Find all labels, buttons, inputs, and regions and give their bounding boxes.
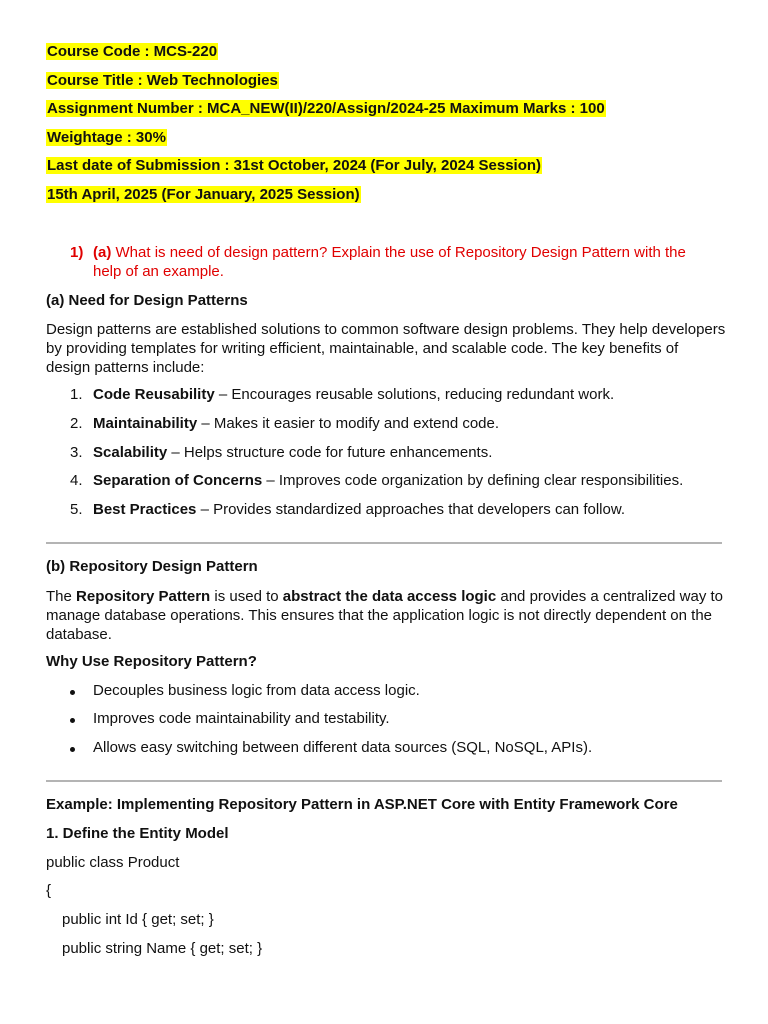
question-text-line2: help of an example. [93, 263, 224, 280]
section-a-intro: Design patterns are established solutions to common software design problems. They help developers by providing templates for writing efficient, maintainable, and scalable code. The key benefits of design patterns include: [46, 321, 726, 376]
list-item-number: 1. [70, 386, 83, 403]
list-item: Decouples business logic from data access logic. [93, 682, 420, 699]
divider [46, 780, 722, 782]
step1-heading: 1. Define the Entity Model [46, 825, 229, 842]
why-heading: Why Use Repository Pattern? [46, 653, 257, 670]
question-number: 1) [70, 244, 84, 261]
assignment-number: Assignment Number : MCA_NEW(II)/220/Assign/2024-25 Maximum Marks : 100 [47, 100, 605, 117]
code-line: public class Product [46, 854, 180, 871]
list-item: Improves code maintainability and testability. [93, 710, 390, 727]
divider [46, 542, 722, 544]
course-code: Course Code : MCS-220 [47, 43, 218, 60]
list-item: Best Practices – Provides standardized approaches that developers can follow. [93, 501, 626, 518]
list-item: Separation of Concerns – Improves code organization by defining clear responsibilities. [93, 472, 684, 489]
question-text-line1: (a) What is need of design pattern? Explain the use of Repository Design Pattern with the [93, 244, 686, 261]
last-date-2: 15th April, 2025 (For January, 2025 Session) [47, 186, 360, 203]
course-title: Course Title : Web Technologies [47, 72, 278, 89]
bullet [70, 747, 75, 752]
example-heading: Example: Implementing Repository Pattern in ASP.NET Core with Entity Framework Core [46, 796, 678, 813]
section-a-heading: (a) Need for Design Patterns [46, 292, 248, 309]
list-item-number: 3. [70, 444, 83, 461]
code-line: { [46, 882, 52, 899]
weightage: Weightage : 30% [47, 129, 166, 146]
bullet [70, 690, 75, 695]
section-b-heading: (b) Repository Design Pattern [46, 558, 258, 575]
list-item: Scalability – Helps structure code for future enhancements. [93, 444, 493, 461]
list-item-number: 5. [70, 501, 83, 518]
list-item: Allows easy switching between different data sources (SQL, NoSQL, APIs). [93, 739, 593, 756]
bullet [70, 718, 75, 723]
list-item-number: 2. [70, 415, 83, 432]
code-line: public string Name { get; set; } [62, 940, 263, 957]
list-item-number: 4. [70, 472, 83, 489]
last-date: Last date of Submission : 31st October, 2024 (For July, 2024 Session) [47, 157, 542, 174]
list-item: Maintainability – Makes it easier to modify and extend code. [93, 415, 500, 432]
list-item: Code Reusability – Encourages reusable solutions, reducing redundant work. [93, 386, 615, 403]
code-line: public int Id { get; set; } [62, 911, 214, 928]
section-b-paragraph: The Repository Pattern is used to abstract the data access logic and provides a centralized way to manage database operations. This ensures that the application logic is not directly dependent on the database. [46, 588, 723, 643]
